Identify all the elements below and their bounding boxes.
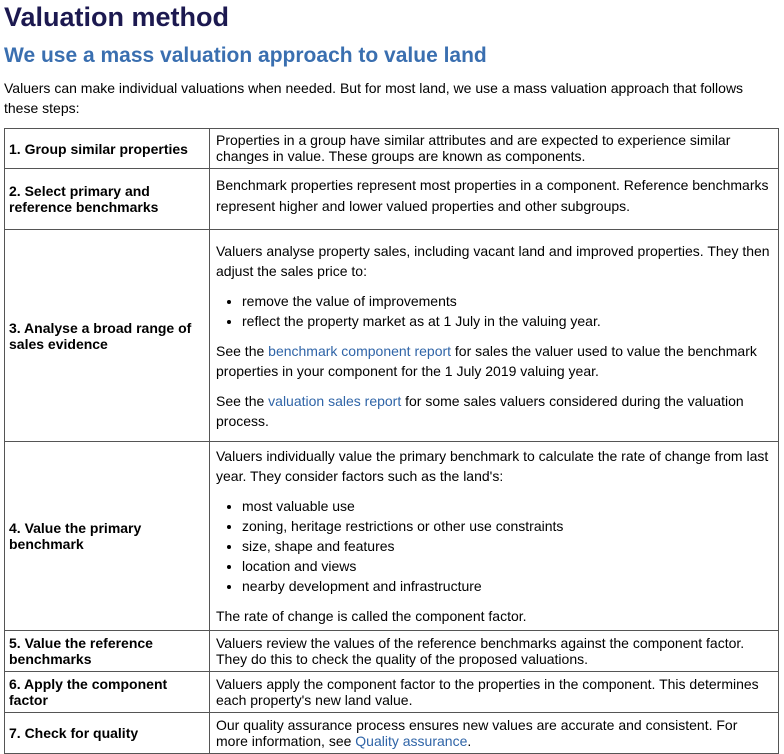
- step-paragraph: [216, 391, 770, 431]
- text-segment: .: [467, 732, 472, 749]
- table-row: [5, 442, 779, 631]
- step-description: [210, 169, 779, 230]
- step-description: Valuers apply the component factor to the properties in the component. This determines each property's new land value.: [210, 672, 779, 713]
- list-item: • remove the value of improvements: [242, 291, 770, 311]
- step-description: [210, 442, 779, 631]
- list-item: • most valuable use: [242, 496, 770, 516]
- step-paragraph: Valuers individually value the primary benchmark to calculate the rate of change from last year. They consider factors such as the land's:: [216, 448, 769, 484]
- bullet-list: [216, 496, 770, 596]
- table-row: [5, 631, 779, 672]
- table-row: [5, 169, 779, 230]
- valuation-sales-report-link[interactable]: valuation sales report: [268, 392, 402, 409]
- step-label: 4. Value the primary benchmark: [5, 442, 210, 631]
- benchmark-component-report-link[interactable]: benchmark component report: [268, 342, 452, 359]
- steps-table: [4, 128, 779, 754]
- step-paragraph: The rate of change is called the component factor.: [216, 608, 527, 624]
- list-item: • size, shape and features: [242, 536, 770, 556]
- list-item: • zoning, heritage restrictions or other use constraints: [242, 516, 770, 536]
- step-description: Properties in a group have similar attributes and are expected to experience similar changes in value. These groups are known as components.: [210, 129, 779, 169]
- step-description: Valuers review the values of the reference benchmarks against the component factor. They do this to check the quality of the proposed valuations.: [210, 631, 779, 672]
- step-label: 7. Check for quality: [5, 713, 210, 754]
- step-paragraph: Valuers analyse property sales, including vacant land and improved properties. They then adjust the sales price to:: [216, 242, 770, 279]
- step-label: 5. Value the reference benchmarks: [5, 631, 210, 672]
- bullet-list: [216, 291, 770, 331]
- list-item: • nearby development and infrastructure: [242, 576, 770, 596]
- text-segment: for some sales valuers considered during the valuation process.: [216, 392, 744, 429]
- table-row: [5, 713, 779, 754]
- step-label: 3. Analyse a broad range of sales evidence: [5, 230, 210, 442]
- table-row: [5, 672, 779, 713]
- text-segment: for sales the valuer used to value the benchmark properties in your component for the 1 July 2019 valuing year.: [216, 342, 757, 379]
- step-description-text: Benchmark properties represent most properties in a component. Reference benchmarks represent higher and lower valued properties and other subgroups.: [216, 177, 769, 214]
- table-row: [5, 129, 779, 169]
- step-description: [210, 713, 779, 754]
- table-row: [5, 230, 779, 442]
- intro-text: Valuers can make individual valuations when needed. But for most land, we use a mass valuation approach that follows these steps:: [4, 80, 744, 116]
- section-heading: We use a mass valuation approach to value land: [4, 44, 487, 67]
- step-label: 1. Group similar properties: [5, 129, 210, 169]
- text-segment: Our quality assurance process ensures new values are accurate and consistent. For more information, see: [216, 716, 738, 749]
- list-item: • reflect the property market as at 1 July in the valuing year.: [242, 311, 770, 331]
- list-item: • location and views: [242, 556, 770, 576]
- step-paragraph: [216, 341, 770, 381]
- step-label: 2. Select primary and reference benchmarks: [5, 169, 210, 230]
- quality-assurance-link[interactable]: Quality assurance: [355, 732, 468, 749]
- text-segment: See the: [216, 342, 269, 359]
- text-segment: See the: [216, 392, 269, 409]
- page-title: Valuation method: [4, 2, 230, 32]
- step-description: [210, 230, 779, 442]
- step-label: 6. Apply the component factor: [5, 672, 210, 713]
